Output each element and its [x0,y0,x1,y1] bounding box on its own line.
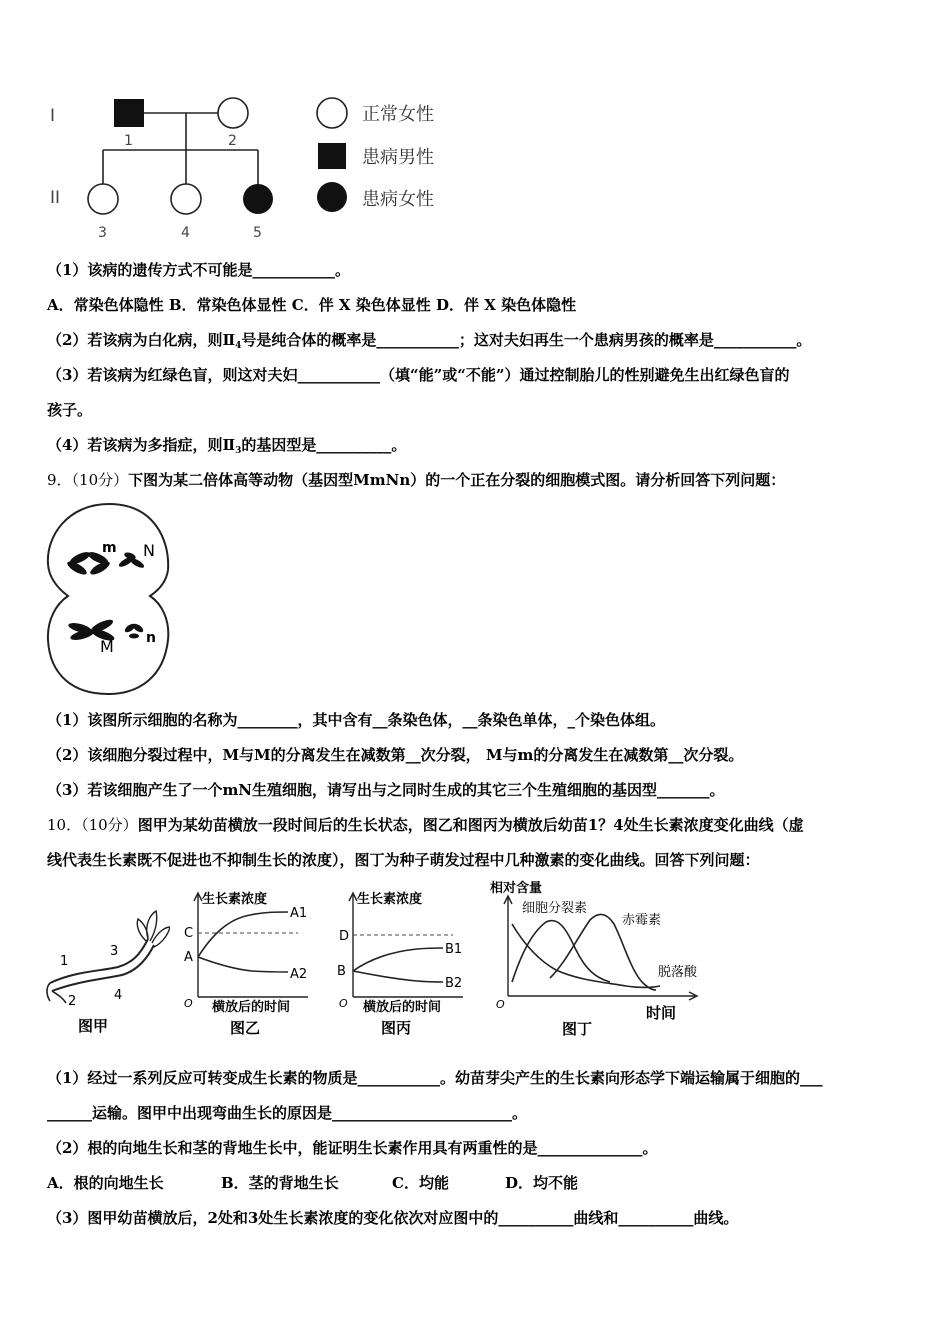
figure-bing-caption: 图丙 [381,1019,412,1037]
figure-yi-chart [178,885,333,1040]
x-axis-title: 横放后的时间 [212,1000,291,1015]
figure-jia-seedling [40,905,170,1040]
q9-part1: （1）该图所示细胞的名称为________，其中含有__条染色体，__条染色单体，_个染色体组。 [47,711,665,729]
individual-3-normal-female [88,184,118,214]
individual-2-normal-female [218,98,248,128]
label-A2: A2 [290,967,308,982]
figure-jia-caption: 图甲 [78,1017,109,1035]
pedigree-chart [40,85,480,245]
allele-label-n: n [146,630,156,646]
q8-part4 [47,435,910,461]
q8-part4-sub: 3 [235,446,242,456]
q8-part2-a: （2）若该病为白化病，则Ⅱ [47,331,236,349]
q8-part4-b: 的基因型是__________。 [241,436,407,454]
individual-1-affected-male [114,99,144,127]
point-label-2: 2 [68,994,77,1009]
id-label-5: 5 [253,225,262,241]
q8-part2-sub: 4 [235,341,242,351]
q9-part2: （2）该细胞分裂过程中，M与M的分离发生在减数第__次分裂， M与m的分离发生在减数第__次分裂。 [47,746,744,764]
legend-normal-female: 正常女性 [362,104,434,125]
id-label-4: 4 [181,225,190,241]
curve-B2 [353,971,443,982]
q10-title-text: 图甲为某幼苗横放一段时间后的生长状态，图乙和图丙为横放后幼苗1？4处生长素浓度变化曲线（虚 [137,816,804,834]
q10-option-A: A．根的向地生长 [47,1174,164,1192]
y-axis-title: 相对含量 [490,881,543,896]
figure-ding-caption: 图丁 [562,1020,593,1038]
label-gibberellin: 赤霉素 [622,913,662,928]
q8-part2 [47,330,910,356]
label-D: D [339,929,350,944]
q9-part3: （3）若该细胞产生了一个mN生殖细胞，请写出与之同时生成的其它三个生殖细胞的基因型_______。 [47,781,725,799]
origin-O: O [496,998,505,1011]
x-axis-title: 横放后的时间 [363,1000,442,1015]
q10-part1-line2: ______运输。图甲中出现弯曲生长的原因是________________________。 [47,1104,528,1122]
q9-title [47,470,910,490]
figure-yi-caption: 图乙 [230,1019,261,1037]
q10-number: 10．（10分） [47,816,138,834]
legend-affected-female-icon [317,182,347,212]
label-cytokinin: 细胞分裂素 [522,901,588,916]
q10-title-line1 [47,815,910,835]
q10-option-B: B．茎的背地生长 [221,1174,339,1192]
label-A: A [184,950,193,965]
cell-division-diagram [42,500,177,700]
point-label-4: 4 [114,988,123,1003]
q10-title-line2: 线代表生长素既不促进也不抑制生长的浓度），图丁为种子萌发过程中几种激素的变化曲线。回答下列问题： [47,851,760,869]
id-label-2: 2 [228,133,237,149]
q8-part4-a: （4）若该病为多指症，则Ⅱ [47,436,236,454]
q8-part1: （1）该病的遗传方式不可能是___________。 [47,261,350,279]
q8-part3: （3）若该病为红绿色盲，则这对夫妇___________（填“能”或“不能”）通过控制胎儿的性别避免生出红绿色盲的 [47,366,790,384]
q8-part2-b: 号是纯合体的概率是___________；这对夫妇再生一个患病男孩的概率是___________。 [241,331,812,349]
q10-option-D: D．均不能 [505,1174,579,1192]
q10-part2: （2）根的向地生长和茎的背地生长中，能证明生长素作用具有两重性的是______________。 [47,1139,658,1157]
id-label-3: 3 [98,225,107,241]
figure-ding-chart [490,878,715,1040]
legend-affected-male-icon [318,143,346,169]
point-label-1: 1 [60,954,69,969]
q10-part3: （3）图甲幼苗横放后，2处和3处生长素浓度的变化依次对应图中的__________曲线和__________曲线。 [47,1209,739,1227]
q9-number: 9．（10分） [47,471,129,489]
legend-normal-female-icon [317,98,347,128]
q9-title-text: 下图为某二倍体高等动物（基因型MmNn）的一个正在分裂的细胞模式图。请分析回答下列问题： [128,471,786,489]
y-axis-title: 生长素浓度 [202,892,268,907]
q10-part1-line1: （1）经过一系列反应可转变成生长素的物质是___________。幼苗芽尖产生的生长素向形态学下端运输属于细胞的___ [47,1069,823,1087]
label-abscisic-acid: 脱落酸 [658,965,698,980]
seedling-root [47,983,66,1003]
q8-options: A．常染色体隐性 B．常染色体显性 C．伴 X 染色体显性 D．伴 X 染色体隐性 [47,296,577,314]
individual-4-normal-female [171,184,201,214]
legend-affected-female: 患病女性 [362,189,434,210]
y-axis-title: 生长素浓度 [357,892,423,907]
curve-A1 [198,912,288,957]
legend-affected-male: 患病男性 [362,147,434,168]
allele-label-M: M [100,637,114,656]
x-axis-title: 时间 [646,1004,677,1022]
label-A1: A1 [290,906,308,921]
label-B2: B2 [445,976,463,991]
label-C: C [184,926,194,941]
q8-part3-continued: 孩子。 [47,401,93,419]
point-label-3: 3 [110,944,119,959]
figure-bing-chart [333,885,488,1040]
id-label-1: 1 [124,133,133,149]
origin-O: O [184,997,193,1010]
generation-II-label: II [50,188,61,208]
generation-I-label: I [50,106,56,126]
allele-label-m: m [102,540,117,556]
origin-O: O [339,997,348,1010]
q10-option-C: C．均能 [392,1174,449,1192]
allele-label-N: N [143,541,155,560]
curve-A2 [198,957,288,972]
seedling-leaves [137,911,170,947]
label-B1: B1 [445,942,463,957]
individual-5-affected-female [243,184,273,214]
dividing-cell-outline [48,504,168,694]
label-B: B [337,964,346,979]
curve-B1 [353,948,443,971]
